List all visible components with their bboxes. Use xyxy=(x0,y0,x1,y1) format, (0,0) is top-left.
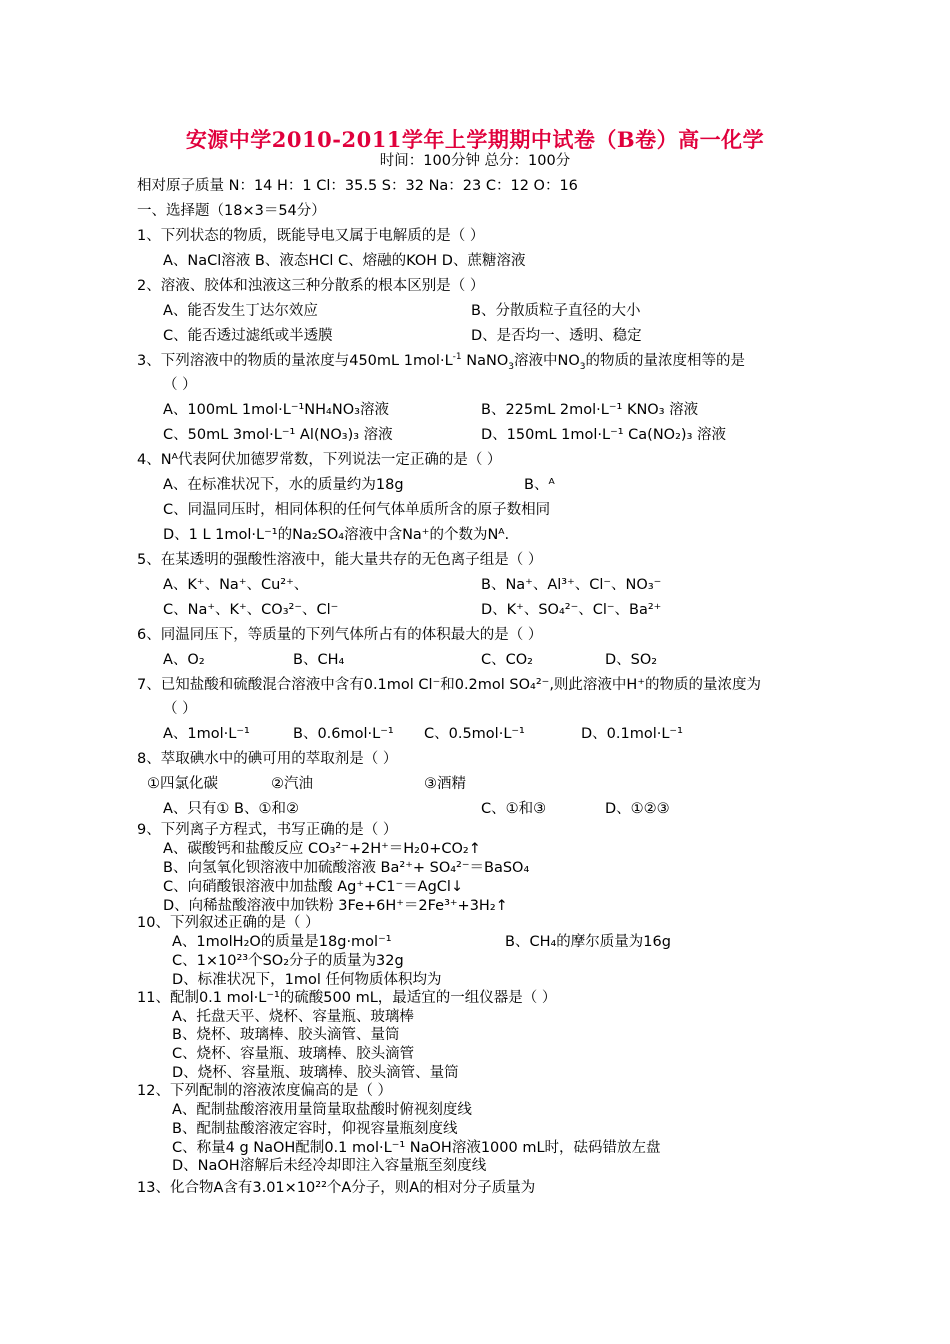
question-7-option-d: D、0.1mol·L⁻¹ xyxy=(581,726,683,742)
question-13-stem: 13、化合物A含有3.01×10²²个A分子，则A的相对分子质量为 xyxy=(137,1180,536,1196)
question-8-item-2: ②汽油 xyxy=(271,776,313,792)
question-6-option-b: B、CH₄ xyxy=(293,652,345,668)
question-3-option-c: C、50mL 3mol·L⁻¹ Al(NO₃)₃ 溶液 xyxy=(163,427,393,443)
question-3-option-d: D、150mL 1mol·L⁻¹ Ca(NO₂)₃ 溶液 xyxy=(481,427,726,443)
question-9-option-d: D、向稀盐酸溶液中加铁粉 3Fe+6H⁺＝2Fe³⁺+3H₂↑ xyxy=(163,898,508,914)
question-7-option-a: A、1mol·L⁻¹ xyxy=(163,726,250,742)
question-9-option-a: A、碳酸钙和盐酸反应 CO₃²⁻+2H⁺＝H₂0+CO₂↑ xyxy=(163,841,481,857)
question-9-option-b: B、向氢氧化钡溶液中加硫酸溶液 Ba²⁺+ SO₄²⁻＝BaSO₄ xyxy=(163,860,530,876)
question-3-option-a: A、100mL 1mol·L⁻¹NH₄NO₃溶液 xyxy=(163,402,389,418)
question-10-option-d: D、标准状况下，1mol 任何物质体积均为 xyxy=(172,972,442,988)
question-5-option-c: C、Na⁺、K⁺、CO₃²⁻、Cl⁻ xyxy=(163,602,339,618)
question-7-option-b: B、0.6mol·L⁻¹ xyxy=(293,726,394,742)
question-1-stem: 1、下列状态的物质，既能导电又属于电解质的是（ ） xyxy=(137,228,485,244)
question-4-option-b: B、ᴬ xyxy=(524,477,555,493)
question-12-option-c: C、称量4 g NaOH配制0.1 mol·L⁻¹ NaOH溶液1000 mL时，砝码错放左盘 xyxy=(172,1140,661,1156)
question-11-option-b: B、烧杯、玻璃棒、胶头滴管、量筒 xyxy=(172,1027,400,1043)
question-8-option-ab: A、只有① B、①和② xyxy=(163,801,299,817)
question-5-option-d: D、K⁺、SO₄²⁻、Cl⁻、Ba²⁺ xyxy=(481,602,662,618)
question-2-option-a: A、能否发生丁达尔效应 xyxy=(163,303,318,319)
question-2-option-c: C、能否透过滤纸或半透膜 xyxy=(163,328,333,344)
exam-title: 安源中学2010-2011学年上学期期中试卷（B卷）高一化学 xyxy=(185,127,765,152)
question-6-stem: 6、同温同压下，等质量的下列气体所占有的体积最大的是（ ） xyxy=(137,627,543,643)
question-5-option-b: B、Na⁺、Al³⁺、Cl⁻、NO₃⁻ xyxy=(481,577,662,593)
question-11-option-d: D、烧杯、容量瓶、玻璃棒、胶头滴管、量筒 xyxy=(172,1065,459,1081)
question-12-option-d: D、NaOH溶解后未经冷却即注入容量瓶至刻度线 xyxy=(172,1158,487,1174)
question-10-option-c: C、1×10²³个SO₂分子的质量为32g xyxy=(172,953,404,969)
question-1-options: A、NaCl溶液 B、液态HCl C、熔融的KOH D、蔗糖溶液 xyxy=(163,253,526,269)
question-6-option-c: C、CO₂ xyxy=(481,652,533,668)
question-12-option-a: A、配制盐酸溶液用量筒量取盐酸时俯视刻度线 xyxy=(172,1102,472,1118)
question-12-stem: 12、下列配制的溶液浓度偏高的是（ ） xyxy=(137,1083,393,1099)
atomic-masses: 相对原子质量 N：14 H：1 Cl：35.5 S：32 Na：23 C：12 O：16 xyxy=(137,178,578,194)
question-8-option-c: C、①和③ xyxy=(481,801,547,817)
question-11-option-c: C、烧杯、容量瓶、玻璃棒、胶头滴管 xyxy=(172,1046,415,1062)
question-7-option-c: C、0.5mol·L⁻¹ xyxy=(424,726,525,742)
question-8-option-d: D、①②③ xyxy=(605,801,670,817)
question-9-stem: 9、下列离子方程式，书写正确的是（ ） xyxy=(137,822,398,838)
question-4-stem: 4、Nᴬ代表阿伏加德罗常数，下列说法一定正确的是（ ） xyxy=(137,452,502,468)
section-heading: 一、选择题（18×3＝54分） xyxy=(137,203,326,219)
question-11-stem: 11、配制0.1 mol·L⁻¹的硫酸500 mL，最适宜的一组仪器是（ ） xyxy=(137,990,557,1006)
question-2-option-d: D、是否均一、透明、稳定 xyxy=(471,328,642,344)
question-3-paren: （ ） xyxy=(163,377,197,393)
question-3-stem: 3、下列溶液中的物质的量浓度与450mL $1mol\cdot L^{-1}$ NaNO$_3$溶液中$NO_3$的物质的量浓度相等的是 xyxy=(137,352,745,372)
question-3-option-b: B、225mL 2mol·L⁻¹ KNO₃ 溶液 xyxy=(481,402,699,418)
question-6-option-d: D、SO₂ xyxy=(605,652,658,668)
question-8-item-3: ③酒精 xyxy=(424,776,466,792)
question-2-stem: 2、溶液、胶体和浊液这三种分散系的根本区别是（ ） xyxy=(137,278,485,294)
question-4-option-a: A、在标准状况下，水的质量约为18g xyxy=(163,477,404,493)
question-4-option-d: D、1 L 1mol·L⁻¹的Na₂SO₄溶液中含Na⁺的个数为Nᴬ. xyxy=(163,527,510,543)
question-10-option-a: A、1molH₂O的质量是18g·mol⁻¹ xyxy=(172,934,392,950)
question-9-option-c: C、向硝酸银溶液中加盐酸 Ag⁺+C1⁻＝AgCl↓ xyxy=(163,879,464,895)
question-7-stem: 7、已知盐酸和硫酸混合溶液中含有0.1mol Cl⁻和0.2mol SO₄²⁻,则此溶液中H⁺的物质的量浓度为 xyxy=(137,677,761,693)
question-2-option-b: B、分散质粒子直径的大小 xyxy=(471,303,641,319)
question-7-paren: （ ） xyxy=(163,701,197,717)
time-total: 时间：100分钟 总分：100分 xyxy=(379,153,571,169)
question-8-item-1: ①四氯化碳 xyxy=(147,776,218,792)
question-5-stem: 5、在某透明的强酸性溶液中，能大量共存的无色离子组是（ ） xyxy=(137,552,543,568)
question-12-option-b: B、配制盐酸溶液定容时，仰视容量瓶刻度线 xyxy=(172,1121,458,1137)
question-10-option-b: B、CH₄的摩尔质量为16g xyxy=(505,934,671,950)
question-11-option-a: A、托盘天平、烧杯、容量瓶、玻璃棒 xyxy=(172,1009,414,1025)
question-8-stem: 8、萃取碘水中的碘可用的萃取剂是（ ） xyxy=(137,751,398,767)
question-5-option-a: A、K⁺、Na⁺、Cu²⁺、 xyxy=(163,577,309,593)
question-4-option-c: C、同温同压时，相同体积的任何气体单质所含的原子数相同 xyxy=(163,502,551,518)
question-10-stem: 10、下列叙述正确的是（ ） xyxy=(137,915,320,931)
question-6-option-a: A、O₂ xyxy=(163,652,205,668)
